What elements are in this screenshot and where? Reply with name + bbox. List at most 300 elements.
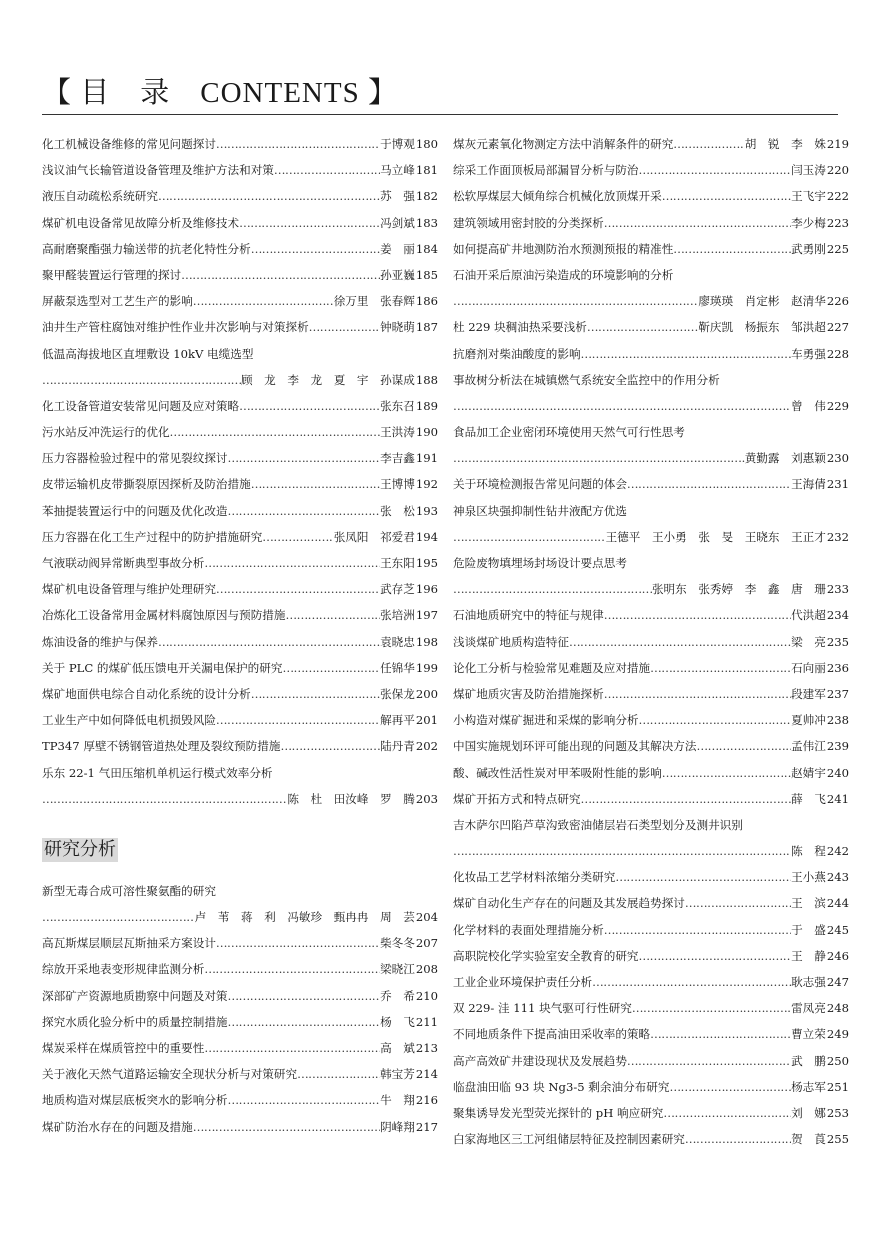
dot-leader <box>285 602 380 628</box>
dot-leader <box>170 419 381 445</box>
dot-leader <box>158 629 380 655</box>
dot-leader <box>662 760 791 786</box>
entry-page: 243 <box>826 870 849 885</box>
toc-list-right <box>453 131 849 1152</box>
entry-title: 论化工分析与检验常见难题及应对措施 <box>453 660 651 675</box>
toc-entry[interactable] <box>42 878 438 904</box>
entry-authors: 王博博 <box>380 477 415 492</box>
toc-entry[interactable] <box>453 733 849 759</box>
entry-authors: 代洪超 <box>791 608 826 623</box>
dot-leader <box>604 602 791 628</box>
toc-entry[interactable] <box>42 760 438 786</box>
entry-page: 217 <box>415 1119 438 1134</box>
entry-page: 183 <box>415 215 438 230</box>
entry-authors: 冯剑斌 <box>380 215 415 230</box>
entry-title: 高耐磨聚酯强力输送带的抗老化特性分析 <box>42 241 251 256</box>
toc-entry[interactable] <box>453 498 849 524</box>
entry-title: 危险废物填埋场封场设计要点思考 <box>453 556 627 570</box>
entry-page: 180 <box>415 137 438 151</box>
entry-page: 201 <box>415 713 438 728</box>
entry-title: 中国实施规划环评可能出现的问题及其解决方法 <box>453 739 697 754</box>
entry-title: 深部矿产资源地质勘察中问题及对策 <box>42 988 228 1003</box>
dot-leader <box>639 157 792 183</box>
dot-leader <box>228 983 381 1009</box>
toc-entry[interactable] <box>453 917 849 943</box>
entry-title: 煤矿自动化生产存在的问题及其发展趋势探讨 <box>453 896 685 911</box>
entry-page: 235 <box>826 634 849 649</box>
toc-entry[interactable] <box>453 629 849 655</box>
toc-entry[interactable] <box>42 471 438 497</box>
entry-title: 抗磨剂对柴油酸度的影响 <box>453 346 581 361</box>
entry-authors: 段建军 <box>791 686 826 701</box>
entry-page: 207 <box>415 936 438 951</box>
entry-authors: 武存芝 <box>380 582 415 597</box>
entry-title: 白家海地区三工河组储层特征及控制因素研究 <box>453 1132 685 1147</box>
entry-authors: 王小燕 <box>791 870 826 885</box>
entry-page: 191 <box>415 451 438 466</box>
entry-page: 188 <box>415 372 438 387</box>
toc-entry[interactable] <box>453 707 849 733</box>
entry-page: 193 <box>415 503 438 518</box>
toc-entry[interactable] <box>453 183 849 209</box>
dot-leader <box>251 471 380 497</box>
entry-title: 苯抽提装置运行中的问题及优化改造 <box>42 503 228 518</box>
entry-page: 240 <box>826 765 849 780</box>
toc-entry[interactable] <box>42 707 438 733</box>
entry-authors: 任锦华 <box>380 660 415 675</box>
dot-leader <box>239 393 380 419</box>
toc-entry[interactable] <box>42 1035 438 1061</box>
toc-entry[interactable] <box>453 236 849 262</box>
dot-leader <box>581 341 792 367</box>
entry-page: 246 <box>826 948 849 963</box>
entry-authors: 张凤阳 祁爱君 <box>333 529 415 544</box>
entry-authors: 顾 龙 李 龙 夏 宇 孙谋成 <box>240 372 415 387</box>
entry-authors: 姜 丽 <box>380 241 415 256</box>
toc-entry[interactable] <box>42 576 438 602</box>
entry-title: 食品加工企业密闭环境使用天然气可行性思考 <box>453 425 685 440</box>
toc-entry[interactable] <box>453 157 849 183</box>
toc-entry[interactable] <box>42 983 438 1009</box>
entry-page: 195 <box>415 556 438 570</box>
entry-page: 219 <box>826 137 849 151</box>
toc-entry[interactable] <box>453 995 849 1021</box>
entry-title: 气液联动阀异常断典型事故分析 <box>42 556 205 570</box>
toc-entry[interactable] <box>42 550 438 576</box>
entry-page: 186 <box>415 294 438 309</box>
entry-page: 255 <box>826 1132 849 1147</box>
toc-entry[interactable] <box>453 550 849 576</box>
entry-title: 工业企业环境保护责任分析 <box>453 975 593 989</box>
entry-title: 煤矿开拓方式和特点研究 <box>453 791 581 806</box>
toc-entry[interactable] <box>42 445 438 471</box>
toc-entry[interactable] <box>42 681 438 707</box>
entry-page: 208 <box>415 962 438 977</box>
dot-leader <box>639 707 792 733</box>
entry-authors: 卢 苇 蒋 利 冯敏珍 甄冉冉 周 芸 <box>194 910 415 925</box>
toc-entry[interactable] <box>42 262 438 288</box>
toc-column-left <box>42 131 438 1140</box>
dot-leader <box>453 524 606 550</box>
entry-title: 液压自动疏松系统研究 <box>42 189 158 204</box>
entry-authors: 陈 程 <box>791 844 826 859</box>
toc-entry[interactable] <box>42 524 438 550</box>
entry-authors: 张 松 <box>380 503 415 518</box>
dot-leader <box>251 681 380 707</box>
toc-entry[interactable] <box>42 956 438 982</box>
entry-title: 聚甲醛装置运行管理的探讨 <box>42 267 182 282</box>
toc-entry[interactable] <box>453 890 849 916</box>
entry-page: 231 <box>826 477 849 492</box>
dot-leader <box>239 210 380 236</box>
entry-authors: 柴冬冬 <box>380 936 415 951</box>
entry-page: 189 <box>415 398 438 413</box>
entry-page: 245 <box>826 922 849 937</box>
entry-title: 聚集诱导发光型荧光探针的 pH 响应研究 <box>453 1105 664 1120</box>
dot-leader <box>453 838 791 864</box>
entry-authors: 耿志强 <box>791 975 826 989</box>
toc-entry[interactable] <box>453 262 849 288</box>
entry-authors: 孟伟江 <box>791 739 826 754</box>
entry-authors: 黄勤露 刘惠颖 <box>744 451 826 466</box>
entry-authors: 王 滨 <box>791 896 826 911</box>
toc-entry[interactable] <box>42 498 438 524</box>
dot-leader <box>228 498 381 524</box>
entry-title: 化工机械设备维修的常见问题探讨 <box>42 137 216 151</box>
toc-entry[interactable] <box>42 210 438 236</box>
section-heading <box>42 838 438 862</box>
dot-leader <box>592 969 791 995</box>
entry-page: 194 <box>415 529 438 544</box>
entry-authors: 雷凤亮 <box>791 1001 826 1016</box>
dot-leader <box>193 1114 380 1140</box>
entry-title: 屏蔽泵选型对工艺生产的影响 <box>42 294 193 309</box>
toc-entry[interactable] <box>453 1126 849 1152</box>
toc-entry[interactable] <box>42 341 438 367</box>
dot-leader <box>673 236 791 262</box>
toc-entry[interactable] <box>453 576 849 602</box>
toc-entry[interactable] <box>42 602 438 628</box>
entry-authors: 曾 伟 <box>791 398 826 413</box>
dot-leader <box>216 930 380 956</box>
entry-page: 239 <box>826 739 849 754</box>
contents-header <box>42 70 838 114</box>
dot-leader <box>581 786 792 812</box>
dot-leader <box>42 786 287 812</box>
toc-entry[interactable] <box>453 367 849 393</box>
entry-authors: 武勇刚 <box>791 241 826 256</box>
entry-title: TP347 厚壁不锈钢管道热处理及裂纹预防措施 <box>42 739 281 754</box>
entry-authors: 王 静 <box>791 948 826 963</box>
entry-page: 214 <box>415 1067 438 1082</box>
toc-entry[interactable] <box>453 341 849 367</box>
entry-authors: 王飞宇 <box>791 189 826 204</box>
dot-leader <box>604 681 791 707</box>
entry-title: 高产高效矿井建设现状及发展趋势 <box>453 1053 627 1068</box>
entry-page: 247 <box>826 975 849 989</box>
entry-authors: 于 盛 <box>791 922 826 937</box>
toc-entry[interactable] <box>42 930 438 956</box>
entry-page: 237 <box>826 686 849 701</box>
entry-title: 压力容器在化工生产过程中的防护措施研究 <box>42 529 263 544</box>
entry-title: 浅议油气长输管道设备管理及维护方法和对策 <box>42 163 274 178</box>
entry-page: 196 <box>415 582 438 597</box>
entry-title: 双 229- 洼 111 块气驱可行性研究 <box>453 1001 632 1016</box>
entry-page: 184 <box>415 241 438 256</box>
dot-leader <box>627 471 791 497</box>
toc-entry[interactable] <box>453 131 849 157</box>
dot-leader <box>453 576 652 602</box>
entry-authors: 孙亚巍 <box>380 267 415 282</box>
dot-leader <box>453 445 745 471</box>
dot-leader <box>604 210 791 236</box>
entry-page: 198 <box>415 634 438 649</box>
entry-title: 冶炼化工设备常用金属材料腐蚀原因与预防措施 <box>42 608 286 623</box>
entry-page: 225 <box>826 241 849 256</box>
dot-leader <box>604 917 791 943</box>
toc-entry[interactable] <box>453 1048 849 1074</box>
dot-leader <box>274 157 380 183</box>
entry-title: 化妆品工艺学材料浓缩分类研究 <box>453 870 616 885</box>
section-title: 研究分析 <box>44 838 116 860</box>
toc-entry[interactable] <box>453 210 849 236</box>
toc-entry[interactable] <box>42 183 438 209</box>
toc-entry[interactable] <box>453 393 849 419</box>
dot-leader <box>216 131 380 157</box>
toc-entry[interactable] <box>453 602 849 628</box>
toc-entry[interactable] <box>42 314 438 340</box>
entry-authors: 解再平 <box>380 713 415 728</box>
entry-authors: 马立峰 <box>380 163 415 178</box>
entry-page: 182 <box>415 189 438 204</box>
entry-authors: 李少梅 <box>791 215 826 230</box>
entry-authors: 石向丽 <box>791 660 826 675</box>
dot-leader <box>639 943 792 969</box>
entry-page: 242 <box>826 844 849 859</box>
entry-authors: 武 鹏 <box>791 1053 826 1068</box>
dot-leader <box>158 183 380 209</box>
dot-leader <box>587 314 698 340</box>
dot-leader <box>453 288 698 314</box>
entry-authors: 苏 强 <box>380 189 415 204</box>
toc-entry[interactable] <box>42 236 438 262</box>
toc-entry[interactable] <box>453 838 849 864</box>
entry-title: 煤矿机电设备常见故障分析及维修技术 <box>42 215 240 230</box>
dot-leader <box>262 524 333 550</box>
toc-entry[interactable] <box>453 943 849 969</box>
entry-title: 压力容器检验过程中的常见裂纹探讨 <box>42 451 228 466</box>
dot-leader <box>309 314 380 340</box>
entry-page: 200 <box>415 686 438 701</box>
toc-entry[interactable] <box>42 629 438 655</box>
entry-authors: 刘 娜 <box>791 1105 826 1120</box>
entry-title: 化工设备管道安装常见问题及应对策略 <box>42 398 240 413</box>
entry-page: 222 <box>826 189 849 204</box>
entry-page: 227 <box>826 320 849 335</box>
entry-title: 低温高海拔地区直埋敷设 10kV 电缆选型 <box>42 346 254 361</box>
dot-leader <box>615 864 791 890</box>
entry-page: 199 <box>415 660 438 675</box>
toc-entry[interactable] <box>453 288 849 314</box>
entry-authors: 徐万里 张春辉 <box>333 294 415 309</box>
toc-entry[interactable] <box>453 419 849 445</box>
toc-entry[interactable] <box>453 1074 849 1100</box>
entry-page: 203 <box>415 791 438 806</box>
entry-title: 吉木萨尔凹陷芦草沟致密油储层岩石类型划分及测井识别 <box>453 817 743 832</box>
entry-authors: 车勇强 <box>791 346 826 361</box>
toc-entry[interactable] <box>453 786 849 812</box>
entry-page: 185 <box>415 267 438 282</box>
dot-leader <box>42 367 241 393</box>
entry-authors: 靳庆凯 杨振东 邹洪超 <box>698 320 826 335</box>
toc-entry[interactable] <box>42 733 438 759</box>
dot-leader <box>662 183 791 209</box>
entry-title: 煤矿地质灾害及防治措施探析 <box>453 686 604 701</box>
entry-page: 192 <box>415 477 438 492</box>
entry-page: 251 <box>826 1079 849 1094</box>
toc-entry[interactable] <box>453 681 849 707</box>
toc-entry[interactable] <box>42 393 438 419</box>
entry-page: 213 <box>415 1041 438 1055</box>
dot-leader <box>453 393 791 419</box>
toc-entry[interactable] <box>42 1061 438 1087</box>
toc-entry[interactable] <box>42 419 438 445</box>
toc-entry[interactable] <box>42 1114 438 1140</box>
toc-entry[interactable] <box>453 655 849 681</box>
toc-entry[interactable] <box>42 1087 438 1113</box>
toc-entry[interactable] <box>453 445 849 471</box>
toc-entry[interactable] <box>453 1021 849 1047</box>
entry-title: 关于 PLC 的煤矿低压馈电开关漏电保护的研究 <box>42 660 283 675</box>
entry-title: 污水站反冲洗运行的优化 <box>42 425 170 440</box>
entry-authors: 钟晓萌 <box>380 320 415 335</box>
entry-authors: 王德平 王小勇 张 旻 王晓东 王正才 <box>605 529 826 544</box>
entry-title: 工业生产中如何降低电机损毁风险 <box>42 713 216 728</box>
entry-page: 223 <box>826 215 849 230</box>
entry-title: 关于环境检测报告常见问题的体会 <box>453 477 627 492</box>
entry-page: 253 <box>826 1105 849 1120</box>
dot-leader <box>685 1126 791 1152</box>
entry-page: 226 <box>826 294 849 309</box>
entry-page: 230 <box>826 451 849 466</box>
dot-leader <box>204 956 380 982</box>
entry-authors: 李吉鑫 <box>380 451 415 466</box>
entry-authors: 张明东 张秀婷 李 鑫 唐 珊 <box>651 582 826 597</box>
dot-leader <box>669 1074 791 1100</box>
entry-title: 炼油设备的维护与保养 <box>42 634 158 649</box>
toc-entry[interactable] <box>42 367 438 393</box>
entry-title: 煤矿防治水存在的问题及措施 <box>42 1119 193 1134</box>
dot-leader <box>627 1048 791 1074</box>
toc-entry[interactable] <box>453 314 849 340</box>
entry-authors: 王海倩 <box>791 477 826 492</box>
entry-title: 小构造对煤矿掘进和采煤的影响分析 <box>453 713 639 728</box>
toc-entry[interactable] <box>453 524 849 550</box>
entry-authors: 闫玉涛 <box>791 163 826 178</box>
dot-leader <box>632 995 791 1021</box>
entry-title: 探究水质化验分析中的质量控制措施 <box>42 1014 228 1029</box>
entry-authors: 曹立荣 <box>791 1027 826 1042</box>
dot-leader <box>193 288 334 314</box>
entry-page: 187 <box>415 320 438 335</box>
toc-entry[interactable] <box>42 157 438 183</box>
dot-leader <box>696 733 791 759</box>
dot-leader <box>650 655 791 681</box>
toc-entry[interactable] <box>453 471 849 497</box>
entry-title: 高职院校化学实验室安全教育的研究 <box>453 948 639 963</box>
toc-entry[interactable] <box>42 288 438 314</box>
dot-leader <box>216 707 380 733</box>
entry-title: 关于液化天然气道路运输安全现状分析与对策研究 <box>42 1067 298 1082</box>
toc-entry[interactable] <box>42 904 438 930</box>
entry-page: 211 <box>415 1014 438 1029</box>
toc-entry[interactable] <box>42 655 438 681</box>
entry-title: 地质构造对煤层底板突水的影响分析 <box>42 1093 228 1108</box>
entry-page: 181 <box>415 163 438 178</box>
dot-leader <box>251 236 380 262</box>
entry-authors: 陆丹青 <box>380 739 415 754</box>
entry-authors: 乔 希 <box>380 988 415 1003</box>
entry-title: 高瓦斯煤层顺层瓦斯抽采方案设计 <box>42 936 216 951</box>
entry-page: 233 <box>826 582 849 597</box>
entry-title: 酸、碱改性活性炭对甲苯吸附性能的影响 <box>453 765 662 780</box>
dot-leader <box>204 1035 380 1061</box>
entry-title: 煤矿地面供电综合自动化系统的设计分析 <box>42 686 251 701</box>
toc-entry[interactable] <box>453 1100 849 1126</box>
entry-authors: 张保龙 <box>380 686 415 701</box>
entry-authors: 陈 杜 田汝峰 罗 腾 <box>287 791 415 806</box>
toc-entry[interactable] <box>42 131 438 157</box>
dot-leader <box>228 1087 381 1113</box>
entry-title: 石油开采后原油污染造成的环境影响的分析 <box>453 267 674 282</box>
toc-entry[interactable] <box>453 969 849 995</box>
toc-entry[interactable] <box>42 1009 438 1035</box>
entry-authors: 于博观 <box>380 137 415 151</box>
entry-page: 202 <box>415 739 438 754</box>
entry-title: 不同地质条件下提高油田采收率的策略 <box>453 1027 651 1042</box>
dot-leader <box>673 131 744 157</box>
toc-entry[interactable] <box>453 812 849 838</box>
toc-list-left-bottom <box>42 878 438 1140</box>
entry-authors: 高 斌 <box>380 1041 415 1055</box>
entry-page: 236 <box>826 660 849 675</box>
entry-page: 238 <box>826 713 849 728</box>
dot-leader <box>228 1009 381 1035</box>
entry-page: 250 <box>826 1053 849 1068</box>
entry-authors: 韩宝芳 <box>380 1067 415 1082</box>
entry-page: 241 <box>826 791 849 806</box>
entry-authors: 杨志军 <box>791 1079 826 1094</box>
entry-title: 综放开采地表变形规律监测分析 <box>42 962 205 977</box>
toc-entry[interactable] <box>42 786 438 812</box>
entry-page: 228 <box>826 346 849 361</box>
entry-authors: 王洪涛 <box>380 425 415 440</box>
entry-authors: 夏帅冲 <box>791 713 826 728</box>
entry-title: 杜 229 块稠油热采要浅析 <box>453 320 587 335</box>
dot-leader <box>282 655 380 681</box>
toc-column-right <box>453 131 849 1152</box>
toc-entry[interactable] <box>453 760 849 786</box>
dot-leader <box>297 1061 380 1087</box>
entry-page: 190 <box>415 425 438 440</box>
entry-title: 煤炭采样在煤质管控中的重要性 <box>42 1041 205 1055</box>
entry-title: 皮带运输机皮带撕裂原因探析及防治措施 <box>42 477 251 492</box>
toc-entry[interactable] <box>453 864 849 890</box>
entry-page: 204 <box>415 910 438 925</box>
entry-authors: 王东阳 <box>380 556 415 570</box>
header-rule <box>42 114 838 115</box>
entry-authors: 张东召 <box>380 398 415 413</box>
